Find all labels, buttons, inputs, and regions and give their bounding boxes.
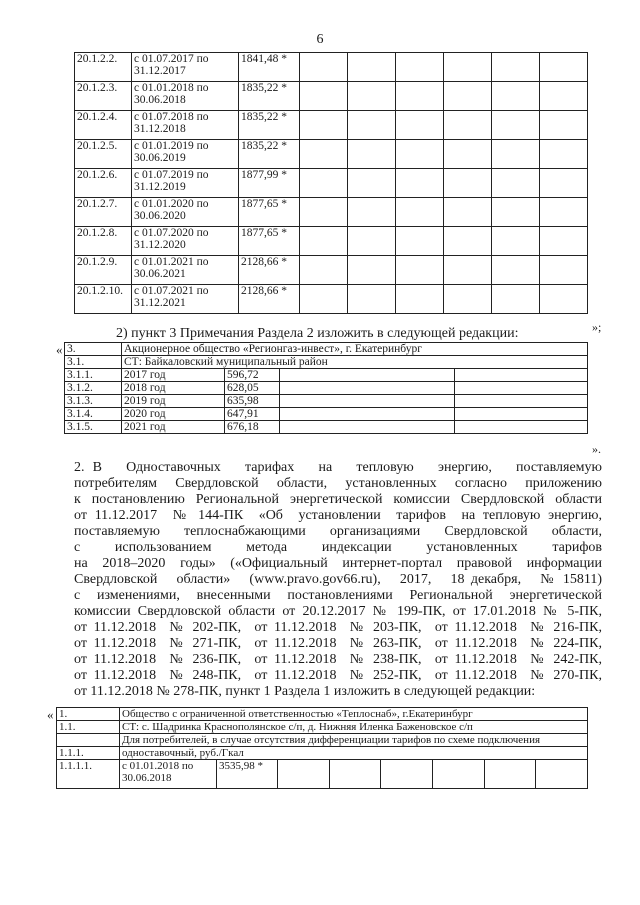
t1-empty-cell — [348, 82, 396, 111]
t1-empty-cell — [348, 111, 396, 140]
t1-empty-cell — [540, 256, 588, 285]
row-number: 3.1.3. — [65, 395, 122, 408]
t1-empty-cell — [348, 285, 396, 314]
row-number: 1.1. — [57, 721, 120, 734]
t2-empty-cell — [280, 395, 455, 408]
row-number: 3.1.4. — [65, 408, 122, 421]
row-number: 1.1.1. — [57, 747, 120, 760]
row-number: 1. — [57, 708, 120, 721]
row-number: 20.1.2.2. — [75, 53, 132, 82]
table-row — [75, 82, 588, 111]
table-row — [57, 708, 588, 721]
table-row — [57, 721, 588, 734]
period-line: 30.06.2018 — [134, 94, 186, 106]
t1-empty-cell — [396, 198, 444, 227]
t1-empty-cell — [540, 198, 588, 227]
t1-empty-cell — [444, 82, 492, 111]
t1-empty-cell — [396, 169, 444, 198]
t2-empty-cell — [455, 408, 588, 421]
t3-empty-cell — [484, 760, 536, 789]
value-cell: 628,05 — [225, 382, 280, 395]
value-cell: 635,98 — [225, 395, 280, 408]
t1-empty-cell — [492, 285, 540, 314]
t1-empty-cell — [396, 256, 444, 285]
year-cell: 2017 год — [122, 369, 225, 382]
t1-empty-cell — [396, 82, 444, 111]
paragraph-line: на 2018–2020 годы» («Официальный интернет-портал правовой информации — [74, 556, 602, 571]
table-row — [65, 408, 588, 421]
table-row — [65, 421, 588, 434]
t1-empty-cell — [540, 140, 588, 169]
value-cell: 647,91 — [225, 408, 280, 421]
paragraph-line: к постановлению Региональной энергетической комиссии Свердловской области — [74, 492, 602, 507]
paragraph-line: Свердловской области» (www.pravo.gov66.ru), 2017, 18 декабря, № 15811) — [74, 572, 602, 587]
t2-empty-cell — [280, 421, 455, 434]
period-cell — [120, 760, 217, 789]
t1-empty-cell — [492, 169, 540, 198]
t1-empty-cell — [444, 256, 492, 285]
period-cell — [132, 285, 239, 314]
row-number: 20.1.2.3. — [75, 82, 132, 111]
period-line: с 01.01.2020 по — [134, 198, 209, 210]
row-number: 3.1.2. — [65, 382, 122, 395]
t1-empty-cell — [444, 169, 492, 198]
price-cell: 1877,65 * — [239, 198, 300, 227]
t1-empty-cell — [348, 140, 396, 169]
price-cell: 1835,22 * — [239, 111, 300, 140]
table-row — [75, 53, 588, 82]
row-heading: одноставочный, руб./Гкал — [120, 747, 588, 760]
year-cell: 2018 год — [122, 382, 225, 395]
period-line: с 01.07.2018 по — [134, 111, 209, 123]
period-line: 31.12.2019 — [134, 181, 186, 193]
t1-empty-cell — [300, 140, 348, 169]
price-cell: 1835,22 * — [239, 140, 300, 169]
period-line: 31.12.2021 — [134, 297, 186, 309]
period-line: с 01.01.2019 по — [134, 140, 209, 152]
t1-empty-cell — [444, 198, 492, 227]
row-heading: СТ: с. Шадринка Краснополянское с/п, д. Нижняя Иленка Баженовское с/п — [120, 721, 588, 734]
tariff-table-continuation — [74, 52, 588, 314]
t2-empty-cell — [455, 369, 588, 382]
paragraph-line: с изменениями, внесенными постановлениями Региональной энергетической — [74, 588, 602, 603]
period-cell — [132, 140, 239, 169]
closing-mark-2: ». — [592, 442, 601, 456]
period-cell — [132, 169, 239, 198]
t1-empty-cell — [348, 256, 396, 285]
closing-mark-1: »; — [592, 320, 602, 334]
t3-empty-cell — [432, 760, 484, 789]
table-row — [75, 285, 588, 314]
t1-empty-cell — [396, 227, 444, 256]
t1-empty-cell — [396, 285, 444, 314]
period-cell — [132, 111, 239, 140]
open-quote-3: « — [47, 707, 54, 722]
table-row — [65, 382, 588, 395]
regiongaz-table — [64, 342, 588, 434]
table-row — [75, 111, 588, 140]
t1-empty-cell — [300, 198, 348, 227]
t3-empty-cell — [381, 760, 433, 789]
paragraph-line: комиссии Свердловской области от 20.12.2017 № 199-ПК, от 17.01.2018 № 5-ПК, — [74, 604, 602, 619]
row-number: 20.1.2.7. — [75, 198, 132, 227]
row-number: 20.1.2.4. — [75, 111, 132, 140]
paragraph-line: от 11.12.2018 № 236-ПК, от 11.12.2018 № 238-ПК, от 11.12.2018 № 242-ПК, — [74, 652, 602, 667]
price-cell: 2128,66 * — [239, 285, 300, 314]
t1-empty-cell — [348, 198, 396, 227]
t2-empty-cell — [455, 382, 588, 395]
table-row — [57, 747, 588, 760]
paragraph-line: от 11.12.2018 № 271-ПК, от 11.12.2018 № 263-ПК, от 11.12.2018 № 224-ПК, — [74, 636, 602, 651]
price-cell: 1877,65 * — [239, 227, 300, 256]
t1-empty-cell — [540, 169, 588, 198]
value-cell: 596,72 — [225, 369, 280, 382]
paragraph-line: потребителям Свердловской области, установленных согласно приложению — [74, 476, 602, 491]
period-line: 30.06.2019 — [134, 152, 186, 164]
paragraph-2 — [74, 460, 602, 700]
teplosnab-table — [56, 707, 588, 789]
t1-empty-cell — [348, 227, 396, 256]
row-number: 20.1.2.6. — [75, 169, 132, 198]
year-cell: 2019 год — [122, 395, 225, 408]
row-heading: СТ: Байкаловский муниципальный район — [122, 356, 588, 369]
t1-empty-cell — [348, 53, 396, 82]
period-line: с 01.07.2021 по — [134, 285, 209, 297]
period-line: с 01.07.2020 по — [134, 227, 209, 239]
row-heading: Для потребителей, в случае отсутствия дифференциации тарифов по схеме подключения — [120, 734, 588, 747]
value-cell: 676,18 — [225, 421, 280, 434]
period-line: 31.12.2017 — [134, 65, 186, 77]
t3-empty-cell — [278, 760, 330, 789]
row-number: 20.1.2.5. — [75, 140, 132, 169]
t1-empty-cell — [300, 82, 348, 111]
t1-empty-cell — [492, 53, 540, 82]
t1-empty-cell — [300, 169, 348, 198]
period-cell — [132, 82, 239, 111]
period-line: с 01.07.2019 по — [134, 169, 209, 181]
table-row — [57, 760, 588, 789]
paragraph-line: 2. В Одноставочных тарифах на тепловую энергию, поставляемую — [74, 460, 602, 475]
t1-empty-cell — [492, 82, 540, 111]
t2-empty-cell — [455, 395, 588, 408]
price-cell: 1835,22 * — [239, 82, 300, 111]
row-number: 3.1.5. — [65, 421, 122, 434]
paragraph-line: поставляемую теплоснабжающими организациями Свердловской области, — [74, 524, 602, 539]
paragraph-line: от 11.12.2017 № 144-ПК «Об установлении тарифов на тепловую энергию, — [74, 508, 602, 523]
period-line: 30.06.2021 — [134, 268, 186, 280]
t1-empty-cell — [540, 285, 588, 314]
table-row — [75, 198, 588, 227]
t1-empty-cell — [444, 140, 492, 169]
period-cell — [132, 198, 239, 227]
t2-empty-cell — [455, 421, 588, 434]
row-heading: Акционерное общество «Регионгаз-инвест», г. Екатеринбург — [122, 343, 588, 356]
t1-empty-cell — [540, 53, 588, 82]
t1-empty-cell — [444, 53, 492, 82]
t1-empty-cell — [492, 256, 540, 285]
paragraph-line: от 11.12.2018 № 248-ПК, от 11.12.2018 № 252-ПК, от 11.12.2018 № 270-ПК, — [74, 668, 602, 683]
t3-empty-cell — [536, 760, 588, 789]
t1-empty-cell — [300, 227, 348, 256]
price-cell: 2128,66 * — [239, 256, 300, 285]
row-heading: Общество с ограниченной ответственностью «Теплоснаб», г.Екатеринбург — [120, 708, 588, 721]
price-cell: 1841,48 * — [239, 53, 300, 82]
row-number — [57, 734, 120, 747]
paragraph-line: от 11.12.2018 № 278-ПК, пункт 1 Раздела 1 изложить в следующей редакции: — [74, 684, 536, 699]
open-quote-2: « — [56, 342, 63, 357]
year-cell: 2020 год — [122, 408, 225, 421]
t1-empty-cell — [396, 53, 444, 82]
period-line: с 01.01.2018 по — [134, 82, 209, 94]
period-line: 30.06.2018 — [122, 772, 172, 784]
t1-empty-cell — [444, 285, 492, 314]
row-number: 1.1.1.1. — [57, 760, 120, 789]
t1-empty-cell — [492, 198, 540, 227]
period-cell — [132, 256, 239, 285]
t1-empty-cell — [444, 111, 492, 140]
t1-empty-cell — [540, 227, 588, 256]
table-row — [65, 356, 588, 369]
t1-empty-cell — [492, 111, 540, 140]
paragraph-line: с использованием метода индексации установленных тарифов — [74, 540, 602, 555]
t1-empty-cell — [300, 53, 348, 82]
item2-heading: 2) пункт 3 Примечания Раздела 2 изложить в следующей редакции: — [116, 326, 519, 341]
table-row — [65, 369, 588, 382]
price-cell: 1877,99 * — [239, 169, 300, 198]
table-row — [75, 227, 588, 256]
table-row — [57, 734, 588, 747]
row-number: 3.1. — [65, 356, 122, 369]
t1-empty-cell — [444, 227, 492, 256]
t3-empty-cell — [329, 760, 381, 789]
paragraph-line: от 11.12.2018 № 202-ПК, от 11.12.2018 № 203-ПК, от 11.12.2018 № 216-ПК, — [74, 620, 602, 635]
t1-empty-cell — [540, 82, 588, 111]
t1-empty-cell — [300, 111, 348, 140]
period-line: 31.12.2018 — [134, 123, 186, 135]
t2-empty-cell — [280, 382, 455, 395]
t1-empty-cell — [348, 169, 396, 198]
table-row — [75, 140, 588, 169]
t1-empty-cell — [540, 111, 588, 140]
row-number: 20.1.2.9. — [75, 256, 132, 285]
year-cell: 2021 год — [122, 421, 225, 434]
t1-empty-cell — [300, 285, 348, 314]
period-line: 31.12.2020 — [134, 239, 186, 251]
t2-empty-cell — [280, 369, 455, 382]
row-number: 20.1.2.10. — [75, 285, 132, 314]
table-row — [65, 343, 588, 356]
t1-empty-cell — [492, 227, 540, 256]
period-line: с 01.07.2017 по — [134, 53, 209, 65]
period-cell — [132, 227, 239, 256]
period-line: с 01.01.2018 по — [122, 760, 194, 772]
period-cell — [132, 53, 239, 82]
row-number: 3.1.1. — [65, 369, 122, 382]
table-row — [65, 395, 588, 408]
row-number: 3. — [65, 343, 122, 356]
period-line: с 01.01.2021 по — [134, 256, 209, 268]
page-number: 6 — [316, 32, 324, 47]
t1-empty-cell — [396, 140, 444, 169]
table-row — [75, 169, 588, 198]
t1-empty-cell — [300, 256, 348, 285]
t1-empty-cell — [492, 140, 540, 169]
price-cell: 3535,98 * — [217, 760, 278, 789]
row-number: 20.1.2.8. — [75, 227, 132, 256]
table-row — [75, 256, 588, 285]
t1-empty-cell — [396, 111, 444, 140]
period-line: 30.06.2020 — [134, 210, 186, 222]
t2-empty-cell — [280, 408, 455, 421]
